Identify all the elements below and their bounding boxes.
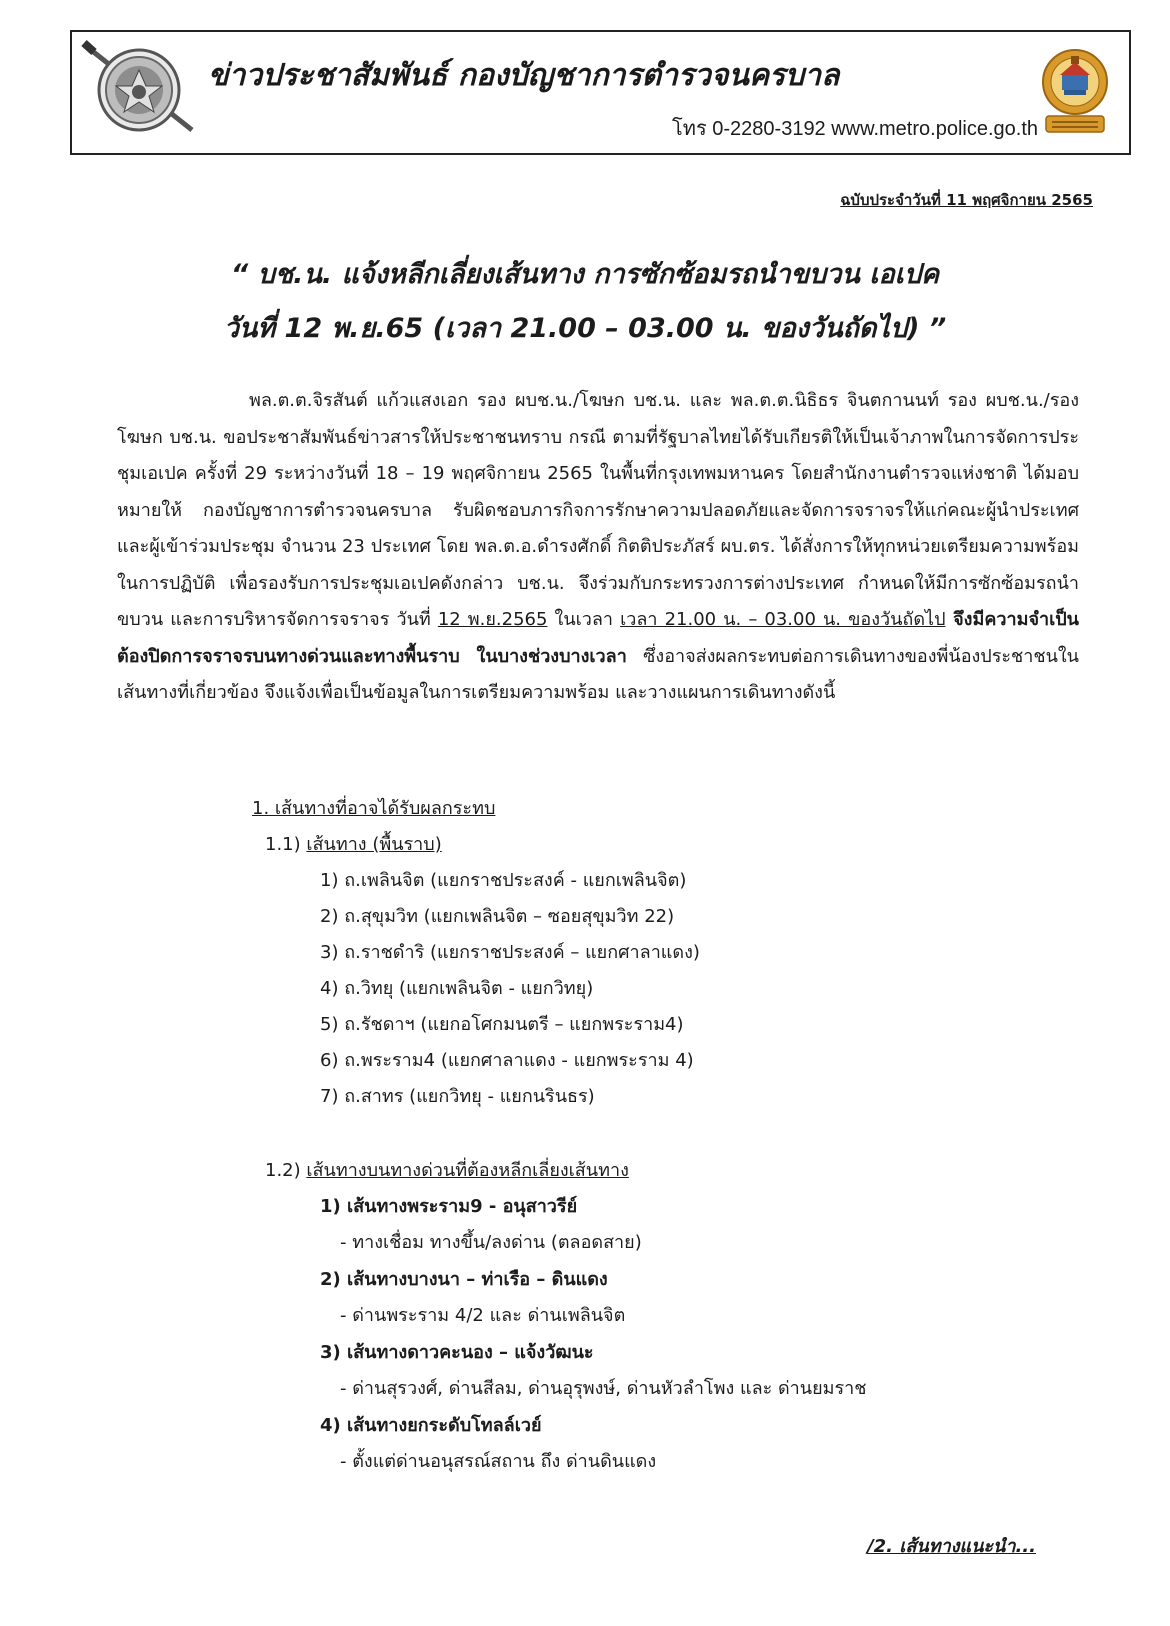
header-contact: โทร 0-2280-3192 www.metro.police.go.th	[672, 118, 1038, 140]
section-1-1-number: 1.1)	[265, 834, 301, 855]
headline-line-1: “ บช.น. แจ้งหลีกเลี่ยงเส้นทาง การซักซ้อมรถนำขบวน เอเปค	[230, 259, 940, 290]
section-1-1-heading	[265, 829, 442, 858]
event-date: 12 พ.ย.2565	[437, 609, 548, 630]
expressway-title: 1) เส้นทางพระราม9 - อนุสาวรีย์	[320, 1196, 578, 1217]
issue-date: ฉบับประจำวันที่ 11 พฤศจิกายน 2565	[840, 191, 1093, 209]
expressway-detail: - ด่านพระราม 4/2 และ ด่านเพลินจิต	[340, 1305, 626, 1326]
time-prefix: ในเวลา	[547, 609, 621, 630]
road-item: 2) ถ.สุขุมวิท (แยกเพลินจิต – ซอยสุขุมวิท 22)	[320, 906, 675, 927]
body-closing: ซึ่งอาจส่งผลกระทบต่อการเดินทางของพี่น้องประชาชนในเส้นทางที่เกี่ยวข้อง จึงแจ้งเพื่อเป็นข้อมูลในการเตรียมความพร้อม และวางแผนการเดินทางดังนี้	[117, 645, 1079, 703]
section-1-1-title: เส้นทาง (พื้นราบ)	[306, 834, 442, 855]
expressway-detail: - ด่านสุรวงศ์, ด่านสีลม, ด่านอุรุพงษ์, ด่านหัวลำโพง และ ด่านยมราช	[340, 1378, 867, 1399]
road-item: 6) ถ.พระราม4 (แยกศาลาแดง - แยกพระราม 4)	[320, 1050, 694, 1071]
headline-line-2: วันที่ 12 พ.ย.65 (เวลา 21.00 – 03.00 น. ของวันถัดไป) ”	[223, 313, 947, 344]
continuation-note: /2. เส้นทางแนะนำ...	[867, 1536, 1036, 1557]
road-item: 1) ถ.เพลินจิต (แยกราชประสงค์ - แยกเพลินจิต)	[320, 870, 687, 891]
road-item: 5) ถ.รัชดาฯ (แยกอโศกมนตรี – แยกพระราม4)	[320, 1014, 684, 1035]
body-paragraph	[117, 383, 1079, 712]
section-1-title: 1. เส้นทางที่อาจได้รับผลกระทบ	[252, 798, 496, 819]
header-title: ข่าวประชาสัมพันธ์ กองบัญชาการตำรวจนครบาล	[208, 58, 840, 93]
road-item: 7) ถ.สาทร (แยกวิทยุ - แยกนรินธร)	[320, 1086, 595, 1107]
police-emblem-icon	[80, 38, 198, 138]
closure-notice: จึงมีความจำเป็นต้องปิดการจราจรบนทางด่วนและทางพื้นราบ ในบางช่วงบางเวลา	[117, 609, 1079, 667]
road-item: 3) ถ.ราชดำริ (แยกราชประสงค์ – แยกศาลาแดง)	[320, 942, 700, 963]
body-text: พล.ต.ต.จิรสันต์ แก้วแสงเอก รอง ผบช.น./โฆษก บช.น. และ พล.ต.ต.นิธิธร จินตกานนท์ รอง ผบช.น./รอง โฆษก บช.น. ขอประชาสัมพันธ์ข่าวสารให้ประชาชนทราบ กรณี ตามที่รัฐบาลไทยได้รับเกียรติให้เป็นเจ้าภาพในการจัดการประชุมเอเปค ครั้งที่ 29 ระหว่างวันที่ 18 – 19 พฤศจิกายน 2565 ในพื้นที่กรุงเทพมหานคร โดยสำนักงานตำรวจแห่งชาติ ได้มอบหมายให้ กองบัญชาการตำรวจนครบาล รับผิดชอบภารกิจการรักษาความปลอดภัยและจัดการจราจรให้แก่คณะผู้นำประเทศ และผู้เข้าร่วมประชุม จำนวน 23 ประเทศ โดย พล.ต.อ.ดำรงศักดิ์ กิตติประภัสร์ ผบ.ตร. ได้สั่งการให้ทุกหน่วยเตรียมความพร้อมในการปฏิบัติ เพื่อรองรับการประชุมเอเปคดังกล่าว บช.น. จึงร่วมกับกระทรวงการต่างประเทศ กำหนดให้มีการซักซ้อมรถนำขบวน และการบริหารจัดการจราจร วันที่	[117, 390, 1079, 630]
expressway-title: 2) เส้นทางบางนา – ท่าเรือ – ดินแดง	[320, 1269, 608, 1290]
event-time: เวลา 21.00 น. – 03.00 น. ของวันถัดไป	[620, 609, 946, 630]
expressway-detail: - ตั้งแต่ด่านอนุสรณ์สถาน ถึง ด่านดินแดง	[340, 1451, 657, 1472]
expressway-title: 4) เส้นทางยกระดับโทลล์เวย์	[320, 1415, 542, 1436]
expressway-detail: - ทางเชื่อม ทางขึ้น/ลงด่าน (ตลอดสาย)	[340, 1232, 642, 1253]
expressway-title: 3) เส้นทางดาวคะนอง – แจ้งวัฒนะ	[320, 1342, 594, 1363]
metropolitan-police-seal-icon	[1040, 40, 1110, 136]
section-1-2-number: 1.2)	[265, 1160, 301, 1181]
section-1-2-heading	[265, 1155, 629, 1184]
section-1-2-title: เส้นทางบนทางด่วนที่ต้องหลีกเลี่ยงเส้นทาง	[306, 1160, 629, 1181]
road-item: 4) ถ.วิทยุ (แยกเพลินจิต - แยกวิทยุ)	[320, 978, 594, 999]
